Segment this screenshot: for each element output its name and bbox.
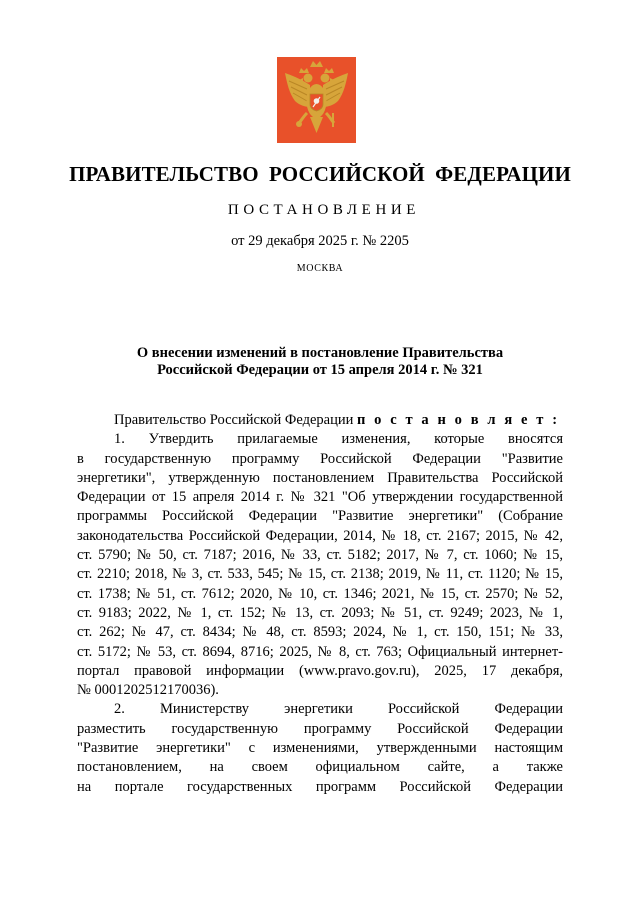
body-line: ст. 5172; № 53, ст. 8694, 8716; 2025, № 8, ст. 763; Официальный интернет- (77, 643, 563, 660)
body-line: "Развитие энергетики" с изменениями, утвержденными настоящим (77, 740, 563, 757)
document-type: ПОСТАНОВЛЕНИЕ (227, 202, 421, 218)
body-line: постановлением, на своем официальном сайте, а также (77, 759, 563, 776)
body-line: 2. Министерству энергетики Российской Федерации (114, 701, 563, 718)
body-line: Федерации от 15 апреля 2014 г. № 321 "Об утверждении государственной (77, 489, 563, 506)
document-date-number: от 29 декабря 2025 г. № 2205 (231, 233, 409, 249)
document-body (77, 411, 563, 797)
body-line: ст. 5790; № 50, ст. 7187; 2016, № 33, ст. 5182; 2017, № 7, ст. 1060; № 15, (77, 547, 563, 564)
government-title: ПРАВИТЕЛЬСТВО РОССИЙСКОЙ ФЕДЕРАЦИИ (69, 162, 571, 186)
intro-line (77, 411, 563, 430)
heading-line-1: О внесении изменений в постановление Правительства (136, 345, 504, 361)
body-line: в государственную программу Российской Федерации "Развитие (77, 450, 563, 467)
document-heading (0, 345, 640, 379)
heading-line-2: Российской Федерации от 15 апреля 2014 г. № 321 (157, 362, 483, 378)
body-line: на портале государственных программ Российской Федерации (77, 778, 563, 795)
body-line: ст. 9183; 2022, № 1, ст. 152; № 13, ст. 2093; № 51, ст. 9249; 2023, № 1, (77, 604, 563, 621)
document-city: МОСКВА (296, 263, 344, 274)
body-line: энергетики", утвержденную постановлением Правительства Российской (77, 469, 563, 486)
body-line: 1. Утвердить прилагаемые изменения, которые вносятся (114, 431, 563, 448)
russian-coat-of-arms-icon (277, 57, 356, 143)
body-line: № 0001202512170036). (77, 682, 219, 699)
body-line: разместить государственную программу Российской Федерации (77, 720, 563, 737)
intro-text: Правительство Российской Федерации (114, 412, 357, 428)
body-line: ст. 1738; № 51, ст. 7612; 2020, № 10, ст. 1346; 2021, № 15, ст. 2570; № 52, (77, 585, 563, 602)
body-line: законодательства Российской Федерации, 2014, № 18, ст. 2167; 2015, № 42, (77, 527, 563, 544)
decree-word: п о с т а н о в л я е т : (356, 412, 560, 428)
body-line: ст. 262; № 47, ст. 8434; № 48, ст. 8593; 2024, № 1, ст. 150, 151; № 33, (77, 624, 563, 641)
body-line: ст. 2210; 2018, № 3, ст. 533, 545; № 15, ст. 2138; 2019, № 11, ст. 1120; № 15, (77, 566, 563, 583)
body-line: программы Российской Федерации "Развитие энергетики" (Собрание (77, 508, 563, 525)
body-line: портал правовой информации (www.pravo.gov.ru), 2025, 17 декабря, (77, 662, 563, 679)
